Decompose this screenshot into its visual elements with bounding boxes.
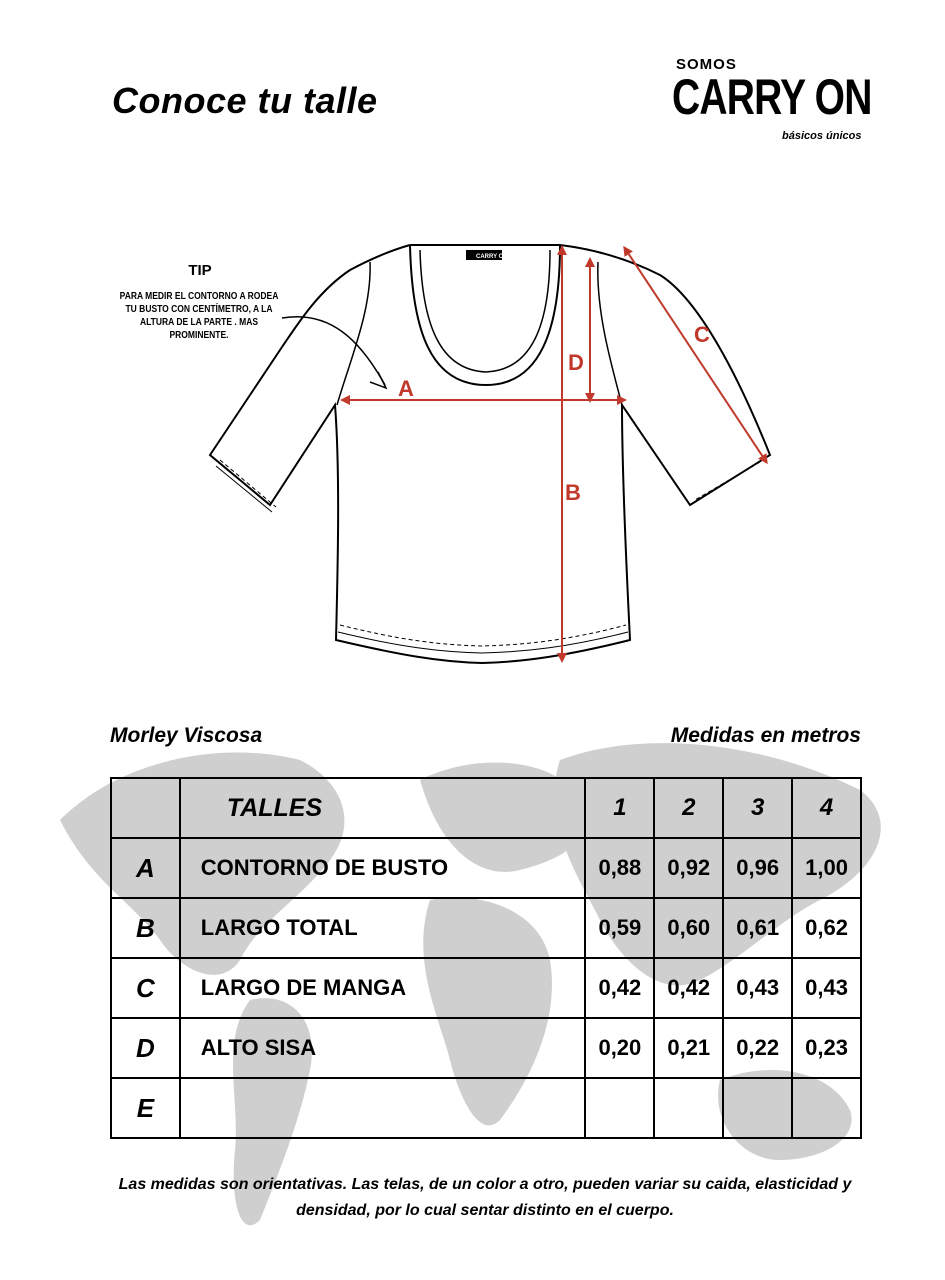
table-row <box>111 838 861 898</box>
page-title: Conoce tu talle <box>112 80 378 121</box>
cell-value: 0,88 <box>585 838 654 898</box>
cell-value: 0,20 <box>585 1018 654 1078</box>
measure-c-line <box>626 250 765 460</box>
label-d: D <box>568 350 584 375</box>
cell-value: 0,61 <box>723 898 792 958</box>
header-corner <box>111 778 180 838</box>
row-name: ALTO SISA <box>180 1018 586 1078</box>
footnote: Las medidas son orientativas. Las telas, de un color a otro, pueden variar su caida, elasticidad y densidad, por lo cual sentar distinto en el cuerpo. <box>118 1176 852 1219</box>
label-a: A <box>398 376 414 401</box>
product-name: Morley Viscosa <box>110 724 263 747</box>
cell-value: 0,21 <box>654 1018 723 1078</box>
row-letter: E <box>111 1078 180 1138</box>
header-label: TALLES <box>180 778 586 838</box>
row-name: CONTORNO DE BUSTO <box>180 838 586 898</box>
header-size-4: 4 <box>792 778 861 838</box>
cell-value: 0,60 <box>654 898 723 958</box>
row-letter: D <box>111 1018 180 1078</box>
table-row <box>111 1018 861 1078</box>
row-name: LARGO TOTAL <box>180 898 586 958</box>
cell-value: 0,42 <box>654 958 723 1018</box>
row-letter: B <box>111 898 180 958</box>
table-row <box>111 898 861 958</box>
row-name <box>180 1078 586 1138</box>
tip-text: PARA MEDIR EL CONTORNO A RODEA TU BUSTO CON CENTÍMETRO, A LA ALTURA DE LA PARTE . MAS PROMINENTE. <box>119 291 279 341</box>
cell-value: 0,92 <box>654 838 723 898</box>
row-name: LARGO DE MANGA <box>180 958 586 1018</box>
header-size-2: 2 <box>654 778 723 838</box>
cell-value: 0,43 <box>792 958 861 1018</box>
cell-value <box>654 1078 723 1138</box>
logo-top-text: SOMOS <box>676 56 737 73</box>
row-letter: A <box>111 838 180 898</box>
cell-value: 0,23 <box>792 1018 861 1078</box>
label-c: C <box>694 322 710 347</box>
shirt-outline <box>210 245 770 663</box>
brand-logo: CARRY ON <box>672 69 872 125</box>
table-header-row <box>111 778 861 838</box>
cell-value: 1,00 <box>792 838 861 898</box>
units-label: Medidas en metros <box>670 724 861 747</box>
cell-value: 0,42 <box>585 958 654 1018</box>
neck-tag-text: CARRY ON <box>476 254 508 260</box>
header-size-3: 3 <box>723 778 792 838</box>
table-row <box>111 1078 861 1138</box>
size-table <box>110 777 862 1139</box>
tip-title: TIP <box>188 262 212 279</box>
cell-value: 0,22 <box>723 1018 792 1078</box>
header-size-1: 1 <box>585 778 654 838</box>
label-b: B <box>565 480 581 505</box>
tip-arrow <box>282 317 385 385</box>
cell-value: 0,62 <box>792 898 861 958</box>
cell-value <box>723 1078 792 1138</box>
table-row <box>111 958 861 1018</box>
cell-value: 0,59 <box>585 898 654 958</box>
cell-value: 0,96 <box>723 838 792 898</box>
cell-value: 0,43 <box>723 958 792 1018</box>
logo-tagline: básicos únicos <box>782 130 862 142</box>
row-letter: C <box>111 958 180 1018</box>
cell-value <box>585 1078 654 1138</box>
cell-value <box>792 1078 861 1138</box>
